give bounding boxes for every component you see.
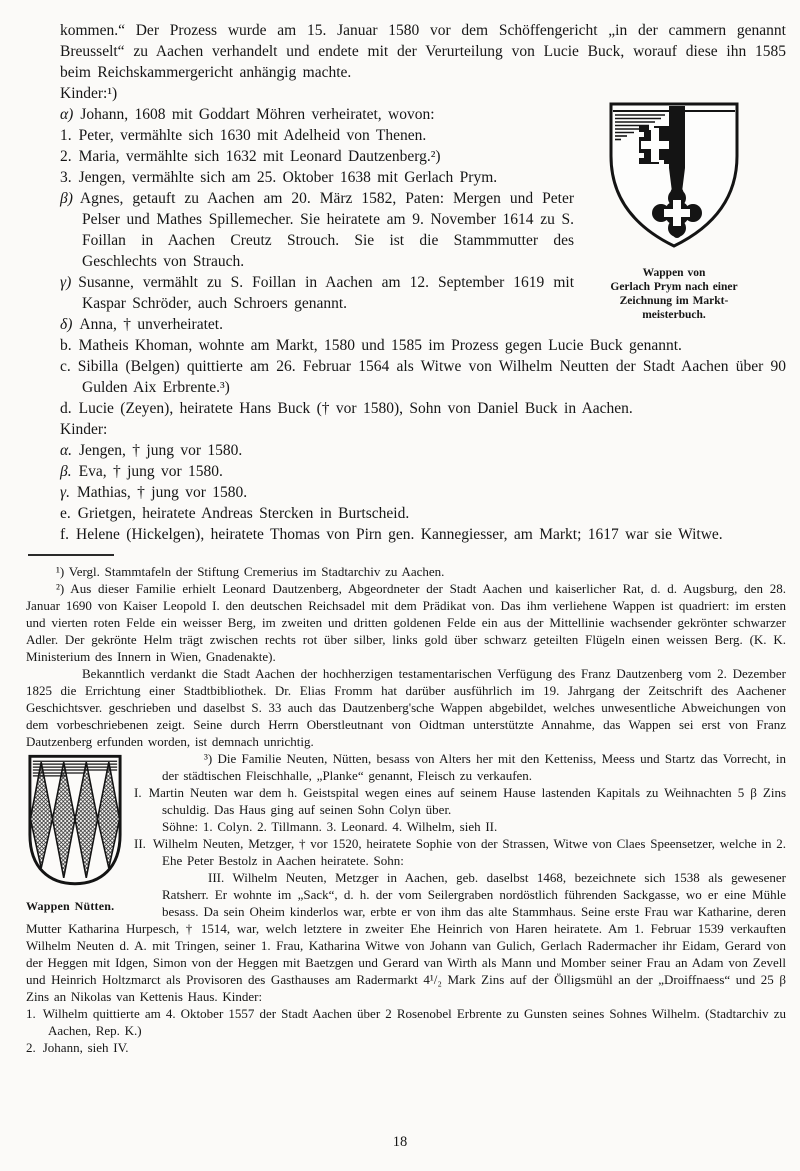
body-text	[0, 0, 800, 545]
nuetten-shield-icon	[26, 752, 124, 890]
list-item: 1. Peter, vermählte sich 1630 mit Adelheid von Thenen.	[60, 127, 427, 144]
footnote-3-child: 2. Johann, sieh IV.	[26, 1040, 129, 1055]
list-item: γ. Mathias, † jung vor 1580.	[60, 484, 248, 501]
list-item: β. Eva, † jung vor 1580.	[60, 463, 223, 480]
prym-shield-icon	[607, 100, 741, 250]
footnote-3-soehne: Söhne: 1. Colyn. 2. Tillmann. 3. Leonard. 4. Wilhelm, sieh II.	[162, 819, 498, 834]
footnote-3-item-I: I. Martin Neuten war dem h. Geistspital wegen eines auf seinem Hause lastenden Kapitals zu Weihnachten 5 β Zins schuldig. Das Haus ging auf seinen Sohn Colyn über.	[134, 785, 786, 817]
list-item: δ) Anna, † unverheiratet.	[60, 316, 223, 333]
footnote-separator	[28, 554, 114, 556]
footnote-3-item-II: II. Wilhelm Neuten, Metzger, † vor 1520, heiratete Sophie von der Strassen, Witwe von Claes Speensetzer, welche in 2. Ehe Peter Bestolz in Aachen heiratete. Sohn:	[134, 836, 786, 868]
footnote-2-continued: Bekanntlich verdankt die Stadt Aachen der hochherzigen testamentarischen Verfügung des Franz Dautzenberg vom 2. Dezember 1825 die Errichtung einer Stadtbibliothek. Dr. Elias Fromm hat darüber ausführlich im 19. Jahrgang der Zeitschrift des Aachener Geschichtsver. geschrieben und daselbst S. 33 auch das Dautzenberg'sche Wappen abgebildet, welches unwesentliche Abweichungen von dem vorbeschriebenen zeigt. Seine durch Herrn Oberstleutnant von Oidtman unterstützte Annahme, das Wappen sei erst von Franz Dautzenberg erfunden worden, ist demnach unrichtig.	[26, 666, 786, 749]
footnote-3	[26, 750, 786, 1056]
nuetten-caption: Wappen Nütten.	[26, 899, 115, 913]
list-item: 2. Maria, vermählte sich 1632 mit Leonard Dautzenberg.²)	[60, 148, 441, 165]
nuetten-coat-of-arms	[26, 752, 152, 915]
kinder-heading: Kinder:¹)	[60, 85, 118, 102]
list-item: f. Helene (Hickelgen), heiratete Thomas von Pirn gen. Kannegiesser, am Markt; 1617 war sie Witwe.	[60, 526, 723, 543]
list-item: c. Sibilla (Belgen) quittierte am 26. Februar 1564 als Witwe von Wilhelm Neutten der Stadt Aachen über 90 Gulden Aix Erbrente.³)	[60, 358, 786, 396]
footnotes	[26, 563, 786, 1056]
list-item: β) Agnes, getauft zu Aachen am 20. März 1582, Paten: Mergen und Peter Pelser und Mathes Spillemecher. Sie heiratete am 9. November 1614 zu S. Foillan in Aachen Creutz Strouch. Sie ist die Stammmutter des Geschlechts von Strauch.	[60, 190, 574, 270]
prym-caption: Wappen von Gerlach Prym nach einer Zeichnung im Markt- meisterbuch.	[610, 267, 738, 321]
list-item: α) Johann, 1608 mit Goddart Möhren verheiratet, wovon:	[60, 106, 435, 123]
kinder-subheading: Kinder:	[60, 421, 108, 438]
list-item: α. Jengen, † jung vor 1580.	[60, 442, 243, 459]
list-item: e. Grietgen, heiratete Andreas Stercken in Burtscheid.	[60, 505, 410, 522]
footnote-3-child: 1. Wilhelm quittierte am 4. Oktober 1557 der Stadt Aachen über 2 Rosenobel Erbrente zu Gunsten seines Sohnes Wilhelm. (Stadtarchiv zu Aachen, Rep. K.)	[26, 1006, 786, 1038]
footnote-2: ²) Aus dieser Familie erhielt Leonard Dautzenberg, Abgeordneter der Stadt Aachen und kaiserlicher Rat, d. d. Augsburg, den 28. Januar 1690 von Kaiser Leopold I. den deutschen Reichsadel mit dem Prädikat von. Das ihm verliehene Wappen ist quadriert: im ersten und vierten roten Felde ein weisser Berg, im zweiten und dritten goldenen Felde ein aus der Mittellinie wachsender gekrönter schwarzer Adler. Der gekrönte Helm trägt zwischen rechts rot über silber, links gold über schwarz geteilten Flügeln einen weissen Berg. (K. K. Ministerium des Innern in Wien, Gnadenakte).	[26, 581, 786, 664]
children-list-section	[60, 104, 786, 335]
footnote-1: ¹) Vergl. Stammtafeln der Stiftung Cremerius im Stadtarchiv zu Aachen.	[56, 564, 445, 579]
list-item: b. Matheis Khoman, wohnte am Markt, 1580 und 1585 im Prozess gegen Lucie Buck genannt.	[60, 337, 682, 354]
list-item: 3. Jengen, vermählte sich am 25. Oktober 1638 mit Gerlach Prym.	[60, 169, 498, 186]
list-item: d. Lucie (Zeyen), heiratete Hans Buck († vor 1580), Sohn von Daniel Buck in Aachen.	[60, 400, 633, 417]
footnote-3-intro: ³) Die Familie Neuten, Nütten, besass von Alters her mit den Ketteniss, Meess und Startz das Vorrecht, in der städtischen Fleischhalle, „Planke“ genannt, Fleisch zu verkaufen.	[162, 751, 786, 783]
opening-paragraph: kommen.“ Der Prozess wurde am 15. Januar 1580 vor dem Schöffengericht „in der cammern genannt Breusselt“ zu Aachen verhandelt und endete mit der Verurteilung von Lucie Buck, worauf diese ihn 1585 beim Reichskammergericht anhängig machte.	[60, 22, 786, 81]
footnote-3-item-III: III. Wilhelm Neuten, Metzger in Aachen, geb. daselbst 1468, bezeichnete sich 1538 als gewesener Ratsherr. Er wohnte im „Sack“, d. h. der vom Seilergraben nordöstlich führenden Sackgasse, wo er eine Mühle besass. Da sein Oheim kinderlos war, erbte er von ihm das alte Stammhaus. Seine erste Frau war Katharine, deren Mutter Katharina Hurpesch, † 1514, war, welch letztere in zweiter Ehe Heinrich von Haren heiratete. Am 1. Februar 1539 verkauften Wilhelm Neuten d. A. mit Tringen, seiner 1. Frau, Katharina Witwe von Johann van Gulich, Gerlach Radermacher ihr Eidam, Gerard von der Heggen mit Idgen, Simon von der Heggen mit Baetzgen und Gerard van Wirth als Mann und Momber seiner Frau an Adam von Zevell und Heinrich Holtzmarct als Provisoren des Gasthauses am Radermarkt 4¹/₂ Mark Zins auf der Ölligsmühl an der „Droiffnaess“ und 25 β Zins an Nikolas van Kettenis Haus. Kinder:	[26, 870, 786, 1004]
list-item: γ) Susanne, vermählt zu S. Foillan in Aachen am 12. September 1619 mit Kaspar Schröder, auch Schroers genannt.	[60, 274, 574, 312]
prym-coat-of-arms	[586, 100, 762, 322]
page-number: 18	[392, 1134, 408, 1150]
